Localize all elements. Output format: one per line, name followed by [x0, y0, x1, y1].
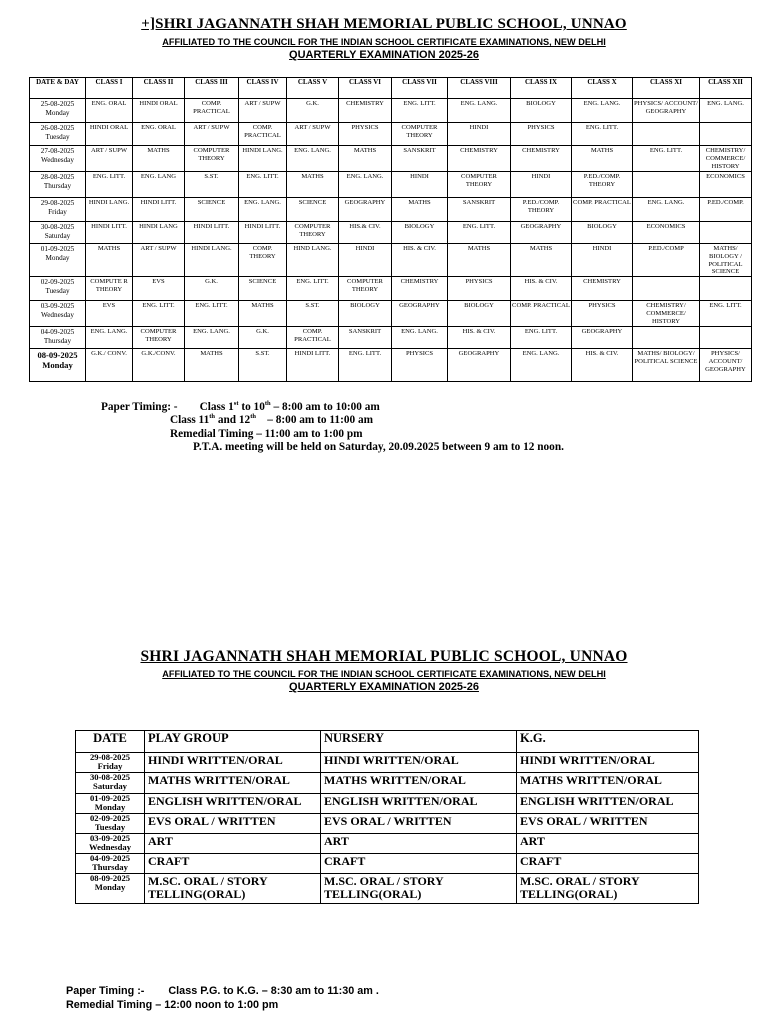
subject-cell: MATHS	[86, 243, 133, 277]
subject-cell: HINDI LITT.	[86, 221, 133, 243]
subject-cell: COMP. PRACTICAL	[287, 327, 339, 349]
subject-cell	[633, 327, 700, 349]
subject-cell: EVS ORAL / WRITTEN	[321, 814, 517, 834]
subject-cell: MATHS WRITTEN/ORAL	[517, 773, 699, 794]
day-text: Monday	[45, 253, 70, 262]
paper-timing-label: Paper Timing: -	[101, 401, 178, 413]
table-row	[30, 243, 752, 277]
subject-cell: HIS. & CIV.	[392, 243, 448, 277]
subject-cell: HINDI	[572, 243, 633, 277]
junior-timetable	[75, 730, 699, 904]
subject-cell: HINDI ORAL	[86, 123, 133, 146]
affiliation-line: AFFILIATED TO THE COUNCIL FOR THE INDIAN SCHOOL CERTIFICATE EXAMINATIONS, NEW DELHI	[162, 37, 606, 47]
table-row	[30, 197, 752, 221]
subject-cell: BIOLOGY	[511, 99, 572, 123]
subject-cell: EVS ORAL / WRITTEN	[517, 814, 699, 834]
subject-cell: MATHS WRITTEN/ORAL	[145, 773, 321, 794]
column-header-date: DATE & DAY	[30, 78, 86, 99]
subject-cell	[633, 123, 700, 146]
subject-cell: HINDI LITT.	[239, 221, 287, 243]
subject-cell: HINDI LITT.	[287, 349, 339, 382]
table-row	[30, 99, 752, 123]
subject-cell: ENG. ORAL	[86, 99, 133, 123]
remedial-timing: Remedial Timing – 11:00 am to 1:00 pm	[170, 428, 363, 440]
subject-cell: ECONOMICS	[700, 171, 752, 197]
subject-cell: ENG. LANG.	[86, 327, 133, 349]
subject-cell: PHYSICS	[511, 123, 572, 146]
column-header-class: CLASS III	[185, 78, 239, 99]
subject-cell	[700, 277, 752, 301]
subject-cell: PHYSICS	[392, 349, 448, 382]
subject-cell	[633, 171, 700, 197]
subject-cell: S.ST.	[185, 171, 239, 197]
subject-cell: S.ST.	[287, 301, 339, 327]
subject-cell: SCIENCE	[185, 197, 239, 221]
subject-cell: COMPUTER THEORY	[185, 146, 239, 172]
subject-cell: SANSKRIT	[448, 197, 511, 221]
subject-cell: GEOGRAPHY	[511, 221, 572, 243]
date-cell	[30, 99, 86, 123]
day-text: Thursday	[92, 862, 128, 873]
subject-cell: MATHS	[339, 146, 392, 172]
subject-cell: ENGLISH WRITTEN/ORAL	[145, 794, 321, 814]
table-row	[30, 123, 752, 146]
day-text: Monday	[42, 360, 73, 371]
column-header-class: CLASS V	[287, 78, 339, 99]
subject-cell: GEOGRAPHY	[392, 301, 448, 327]
subject-cell: SANSKRIT	[339, 327, 392, 349]
subject-cell: EVS	[133, 277, 185, 301]
date-cell	[30, 123, 86, 146]
date-cell	[30, 349, 86, 382]
subject-cell: CRAFT	[145, 854, 321, 874]
table-row	[76, 874, 699, 904]
exam-title-2: QUARTERLY EXAMINATION 2025-26	[289, 681, 479, 693]
subject-cell: GEOGRAPHY	[339, 197, 392, 221]
subject-cell	[700, 327, 752, 349]
subject-cell: COMP. THEORY	[239, 243, 287, 277]
date-cell	[30, 221, 86, 243]
day-text: Monday	[94, 882, 126, 893]
subject-cell: ENG. LANG.	[185, 327, 239, 349]
subject-cell: PHYSICS/ ACCOUNT/ GEOGRAPHY	[633, 99, 700, 123]
date-text: 27-08-2025	[40, 147, 75, 155]
column-header-class: CLASS VIII	[448, 78, 511, 99]
table-row	[30, 221, 752, 243]
subject-cell: ART / SUPW	[185, 123, 239, 146]
subject-cell: ART / SUPW	[86, 146, 133, 172]
subject-cell: HINDI ORAL	[133, 99, 185, 123]
subject-cell: MATHS	[511, 243, 572, 277]
table-row	[76, 773, 699, 794]
subject-cell: HINDI	[448, 123, 511, 146]
table-row	[76, 854, 699, 874]
subject-cell: CHEMISTRY	[511, 146, 572, 172]
subject-cell: ENG. LITT.	[572, 123, 633, 146]
subject-cell: COMP. PRACTICAL	[511, 301, 572, 327]
subject-cell: CHEMISTRY/ COMMERCE/ HISTORY	[700, 146, 752, 172]
date-cell	[30, 146, 86, 172]
pta-meeting-note: P.T.A. meeting will be held on Saturday, 20.09.2025 between 9 am to 12 noon.	[193, 441, 564, 453]
table-row	[30, 146, 752, 172]
subject-cell: COMPUTER THEORY	[339, 277, 392, 301]
subject-cell: MATHS WRITTEN/ORAL	[321, 773, 517, 794]
subject-cell: ECONOMICS	[633, 221, 700, 243]
subject-cell: CHEMISTRY/ COMMERCE/ HISTORY	[633, 301, 700, 327]
table-row	[30, 301, 752, 327]
affiliation-line-2: AFFILIATED TO THE COUNCIL FOR THE INDIAN SCHOOL CERTIFICATE EXAMINATIONS, NEW DELHI	[162, 669, 606, 679]
subject-cell: HINDI	[392, 171, 448, 197]
day-text: Thursday	[43, 181, 72, 190]
senior-timetable	[29, 77, 752, 382]
school-name: +]SHRI JAGANNATH SHAH MEMORIAL PUBLIC SCHOOL, UNNAO	[141, 16, 627, 32]
column-header-class: CLASS XI	[633, 78, 700, 99]
subject-cell: PHYSICS	[339, 123, 392, 146]
column-header-group: PLAY GROUP	[145, 731, 321, 753]
day-text: Tuesday	[45, 133, 70, 141]
date-text: 02-09-2025	[89, 813, 131, 823]
subject-cell: COMPUTER THEORY	[133, 327, 185, 349]
subject-cell: MATHS	[239, 301, 287, 327]
column-header-group: K.G.	[517, 731, 699, 753]
subject-cell: ENGLISH WRITTEN/ORAL	[321, 794, 517, 814]
subject-cell: COMP. PRACTICAL	[239, 123, 287, 146]
subject-cell: HINDI WRITTEN/ORAL	[145, 753, 321, 773]
subject-cell: ENG. LANG.	[511, 349, 572, 382]
date-text: 03-09-2025	[40, 302, 75, 311]
day-text: Saturday	[93, 781, 127, 792]
subject-cell: ENG. LITT.	[287, 277, 339, 301]
subject-cell: ENG. LANG.	[339, 171, 392, 197]
date-cell	[30, 243, 86, 277]
subject-cell: G.K.	[185, 277, 239, 301]
day-text: Saturday	[44, 231, 71, 240]
subject-cell: MATHS/ BIOLOGY / POLITICAL SCIENCE	[700, 243, 752, 277]
subject-cell: HINDI LANG	[133, 221, 185, 243]
subject-cell: ART	[321, 834, 517, 854]
subject-cell: P.ED./COMP.	[700, 197, 752, 221]
table-header-row	[76, 731, 699, 753]
subject-cell: SANSKRIT	[392, 146, 448, 172]
subject-cell	[633, 277, 700, 301]
subject-cell: ENG. LANG.	[572, 99, 633, 123]
day-text: Wednesday	[41, 311, 74, 320]
subject-cell: ENG. LITT.	[133, 301, 185, 327]
date-text: 03-09-2025	[89, 833, 131, 843]
column-header-class: CLASS XII	[700, 78, 752, 99]
subject-cell: ENG. LITT.	[511, 327, 572, 349]
subject-cell: COMPUTER THEORY	[392, 123, 448, 146]
date-text: 29-08-2025	[89, 752, 131, 762]
subject-cell: MATHS	[448, 243, 511, 277]
subject-cell: G.K./ CONV.	[86, 349, 133, 382]
subject-cell: BIOLOGY	[339, 301, 392, 327]
exam-title: QUARTERLY EXAMINATION 2025-26	[289, 49, 479, 61]
subject-cell: ENG. LANG.	[633, 197, 700, 221]
subject-cell: ENG. LITT.	[239, 171, 287, 197]
day-text: Monday	[45, 109, 70, 117]
subject-cell: EVS	[86, 301, 133, 327]
subject-cell: GEOGRAPHY	[448, 349, 511, 382]
column-header-group: NURSERY	[321, 731, 517, 753]
subject-cell: SCIENCE	[239, 277, 287, 301]
day-text: Friday	[48, 207, 67, 216]
subject-cell	[700, 123, 752, 146]
subject-cell: MATHS	[133, 146, 185, 172]
school-name-2: SHRI JAGANNATH SHAH MEMORIAL PUBLIC SCHOOL, UNNAO	[140, 648, 628, 665]
subject-cell: S.ST.	[239, 349, 287, 382]
subject-cell: ENG. LANG.	[239, 197, 287, 221]
date-cell	[30, 171, 86, 197]
subject-cell: COMPUTER THEORY	[287, 221, 339, 243]
subject-cell: ENG. LITT.	[700, 301, 752, 327]
subject-cell: G.K.	[287, 99, 339, 123]
timing-line-1: Class 1st to 10th – 8:00 am to 10:00 am	[199, 400, 380, 413]
date-text: 01-09-2025	[40, 244, 75, 253]
subject-cell: HINDI LANG.	[239, 146, 287, 172]
subject-cell: PHYSICS	[572, 301, 633, 327]
date-text: 28-08-2025	[40, 172, 75, 181]
table-header-row	[30, 78, 752, 99]
date-text: 08-09-2025	[37, 350, 78, 361]
subject-cell: ART	[145, 834, 321, 854]
subject-cell: HINDI LITT.	[185, 221, 239, 243]
subject-cell: ENG. LITT.	[448, 221, 511, 243]
subject-cell: CRAFT	[321, 854, 517, 874]
column-header-class: CLASS II	[133, 78, 185, 99]
subject-cell: ENG. LANG.	[287, 146, 339, 172]
subject-cell: SCIENCE	[287, 197, 339, 221]
timing-line-2: Class 11th and 12th – 8:00 am to 11:00 am	[170, 413, 374, 426]
date-cell	[30, 197, 86, 221]
subject-cell: HINDI LANG.	[185, 243, 239, 277]
subject-cell: COMPUTE R THEORY	[86, 277, 133, 301]
subject-cell: MATHS	[185, 349, 239, 382]
date-text: 04-09-2025	[40, 328, 75, 337]
day-text: Tuesday	[94, 822, 126, 833]
table-row	[76, 834, 699, 854]
junior-remedial-timing: Remedial Timing – 12:00 noon to 1:00 pm	[66, 999, 279, 1011]
date-cell	[76, 753, 145, 773]
date-cell	[30, 327, 86, 349]
day-text: Wednesday	[88, 842, 132, 853]
column-header-class: CLASS X	[572, 78, 633, 99]
subject-cell: P.ED./COMP. THEORY	[572, 171, 633, 197]
subject-cell: GEOGRAPHY	[572, 327, 633, 349]
subject-cell: HINDI	[339, 243, 392, 277]
junior-paper-timing: Paper Timing :- Class P.G. to K.G. – 8:30 am to 11:30 am .	[66, 985, 379, 997]
day-text: Thursday	[43, 337, 72, 346]
date-text: 25-08-2025	[40, 100, 75, 108]
subject-cell: ENG. LANG.	[392, 327, 448, 349]
subject-cell: HINDI LITT.	[133, 197, 185, 221]
subject-cell: CHEMISTRY	[392, 277, 448, 301]
subject-cell: PHYSICS/ ACCOUNT/ GEOGRAPHY	[700, 349, 752, 382]
subject-cell: HINDI WRITTEN/ORAL	[321, 753, 517, 773]
subject-cell: G.K./CONV.	[133, 349, 185, 382]
subject-cell: ENG. LANG.	[700, 99, 752, 123]
table-row	[30, 277, 752, 301]
subject-cell: MATHS	[572, 146, 633, 172]
subject-cell: ENG. LITT.	[392, 99, 448, 123]
subject-cell: ART	[517, 834, 699, 854]
subject-cell: ENG. LANG	[133, 171, 185, 197]
day-text: Tuesday	[45, 287, 70, 296]
subject-cell: MATHS	[287, 171, 339, 197]
subject-cell: ENG. LITT.	[86, 171, 133, 197]
subject-cell: COMP. PRACTICAL	[185, 99, 239, 123]
date-cell	[30, 277, 86, 301]
subject-cell: HIS. & CIV.	[448, 327, 511, 349]
subject-cell: HINDI LANG.	[86, 197, 133, 221]
column-header-class: CLASS VI	[339, 78, 392, 99]
subject-cell: COMP. PRACTICAL	[572, 197, 633, 221]
subject-cell: CHEMISTRY	[339, 99, 392, 123]
table-row	[30, 171, 752, 197]
subject-cell: ENG. LANG.	[448, 99, 511, 123]
day-text: Friday	[97, 761, 123, 772]
subject-cell: ENG. LITT.	[633, 146, 700, 172]
subject-cell: HIND LANG.	[287, 243, 339, 277]
subject-cell: PHYSICS	[448, 277, 511, 301]
column-header-date: DATE	[76, 731, 145, 753]
date-cell	[76, 854, 145, 874]
subject-cell: MATHS/ BIOLOGY/ POLITICAL SCIENCE	[633, 349, 700, 382]
subject-cell: M.SC. ORAL / STORY TELLING(ORAL)	[145, 874, 321, 904]
subject-cell: ART / SUPW	[239, 99, 287, 123]
table-row	[30, 327, 752, 349]
subject-cell: ENG. LITT.	[339, 349, 392, 382]
subject-cell: BIOLOGY	[572, 221, 633, 243]
date-text: 26-08-2025	[40, 124, 75, 132]
date-text: 04-09-2025	[89, 853, 131, 863]
column-header-class: CLASS I	[86, 78, 133, 99]
subject-cell: ENG. LITT.	[185, 301, 239, 327]
table-row	[30, 349, 752, 382]
table-row	[76, 814, 699, 834]
subject-cell: CHEMISTRY	[572, 277, 633, 301]
table-row	[76, 794, 699, 814]
date-text: 30-08-2025	[40, 222, 75, 231]
subject-cell: M.SC. ORAL / STORY TELLING(ORAL)	[321, 874, 517, 904]
date-cell	[76, 814, 145, 834]
subject-cell: ENG. ORAL	[133, 123, 185, 146]
subject-cell: BIOLOGY	[392, 221, 448, 243]
subject-cell: HINDI WRITTEN/ORAL	[517, 753, 699, 773]
column-header-class: CLASS IX	[511, 78, 572, 99]
subject-cell: M.SC. ORAL / STORY TELLING(ORAL)	[517, 874, 699, 904]
paper-timing-block	[101, 401, 380, 414]
date-text: 01-09-2025	[89, 793, 131, 803]
date-cell	[76, 834, 145, 854]
subject-cell: P.ED./COMP. THEORY	[511, 197, 572, 221]
day-text: Wednesday	[41, 156, 74, 164]
column-header-class: CLASS IV	[239, 78, 287, 99]
date-cell	[76, 773, 145, 794]
date-text: 29-08-2025	[40, 198, 75, 207]
date-text: 08-09-2025	[89, 873, 131, 883]
subject-cell	[700, 221, 752, 243]
column-header-class: CLASS VII	[392, 78, 448, 99]
subject-cell: P.ED./COMP	[633, 243, 700, 277]
subject-cell: CHEMISTRY	[448, 146, 511, 172]
date-text: 02-09-2025	[40, 278, 75, 287]
subject-cell: ART / SUPW	[287, 123, 339, 146]
subject-cell: HIS. & CIV.	[572, 349, 633, 382]
date-text: 30-08-2025	[89, 772, 131, 782]
subject-cell: BIOLOGY	[448, 301, 511, 327]
table-row	[76, 753, 699, 773]
subject-cell: MATHS	[392, 197, 448, 221]
subject-cell: ENGLISH WRITTEN/ORAL	[517, 794, 699, 814]
date-cell	[30, 301, 86, 327]
subject-cell: ART / SUPW	[133, 243, 185, 277]
subject-cell: HIS.& CIV.	[339, 221, 392, 243]
day-text: Monday	[94, 802, 126, 813]
subject-cell: HIS. & CIV.	[511, 277, 572, 301]
subject-cell: CRAFT	[517, 854, 699, 874]
subject-cell: EVS ORAL / WRITTEN	[145, 814, 321, 834]
subject-cell: COMPUTER THEORY	[448, 171, 511, 197]
date-cell	[76, 794, 145, 814]
subject-cell: HINDI	[511, 171, 572, 197]
subject-cell: G.K.	[239, 327, 287, 349]
date-cell	[76, 874, 145, 904]
